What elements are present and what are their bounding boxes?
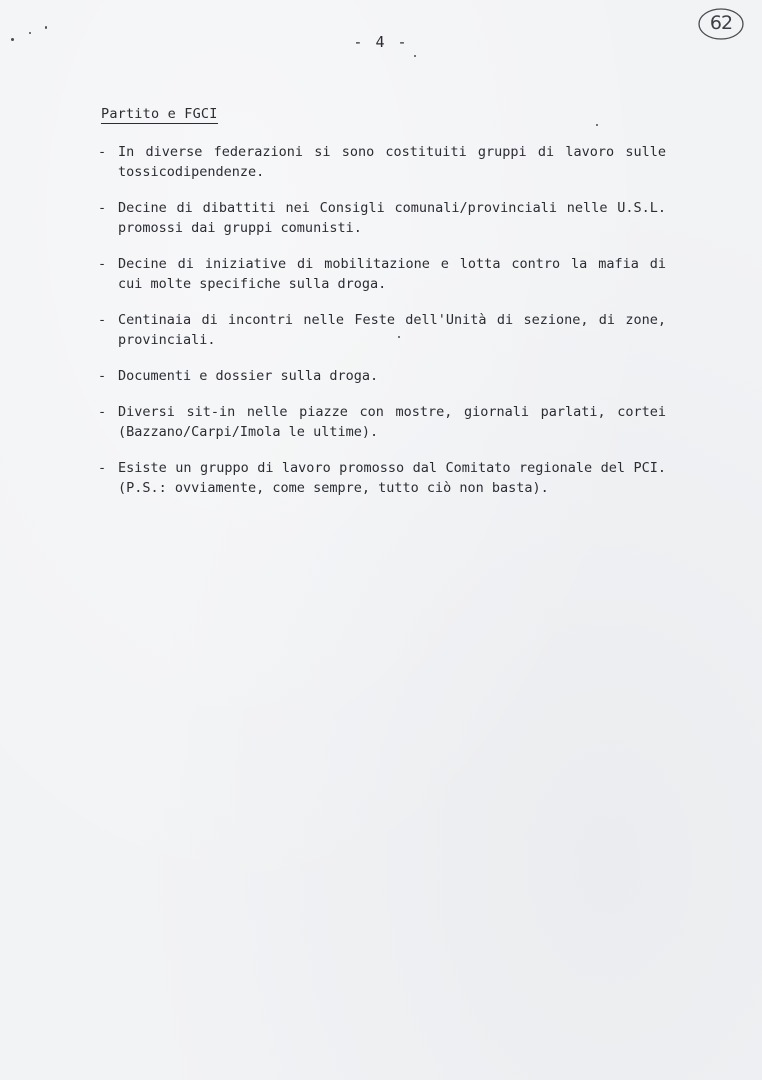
list-item-text: Documenti e dossier sulla droga. [118, 368, 379, 384]
list-item [98, 142, 666, 182]
bullet-dash: - [98, 144, 107, 160]
bullet-dash: - [98, 256, 107, 272]
list-item [98, 458, 666, 498]
bullet-dash: - [98, 312, 107, 328]
stamp-number: 62 [709, 12, 733, 34]
list-item-text: Centinaia di incontri nelle Feste dell'Unità di sezione, di zone, provinciali. [118, 312, 666, 348]
bullet-dash: - [98, 368, 107, 384]
list-item [98, 310, 666, 350]
list-item [98, 198, 666, 238]
list-item-text: Diversi sit-in nelle piazze con mostre, giornali parlati, cortei (Bazzano/Carpi/Imola le ultime). [118, 404, 666, 440]
scan-speck [596, 124, 598, 126]
list-item [98, 402, 666, 442]
list-item-text: Decine di iniziative di mobilitazione e lotta contro la mafia di cui molte specifiche sulla droga. [118, 256, 666, 292]
bullet-dash: - [98, 404, 107, 420]
page-stamp [696, 6, 746, 42]
section-title: Partito e FGCI [101, 106, 218, 122]
bullet-dash: - [98, 460, 107, 476]
list-item [98, 254, 666, 294]
list-item-text: In diverse federazioni si sono costituiti gruppi di lavoro sulle tossicodipendenze. [118, 144, 666, 180]
scan-speck [414, 55, 416, 57]
page-number: - 4 - [353, 33, 409, 51]
list-item-text: Esiste un gruppo di lavoro promosso dal Comitato regionale del PCI. (P.S.: ovviamente, come sempre, tutto ciò non basta). [118, 460, 666, 496]
bullet-dash: - [98, 200, 107, 216]
list-item [98, 366, 666, 386]
item-list [98, 142, 666, 514]
scan-speck [45, 26, 47, 29]
list-item-text: Decine di dibattiti nei Consigli comunali/provinciali nelle U.S.L. promossi dai gruppi comunisti. [118, 200, 666, 236]
